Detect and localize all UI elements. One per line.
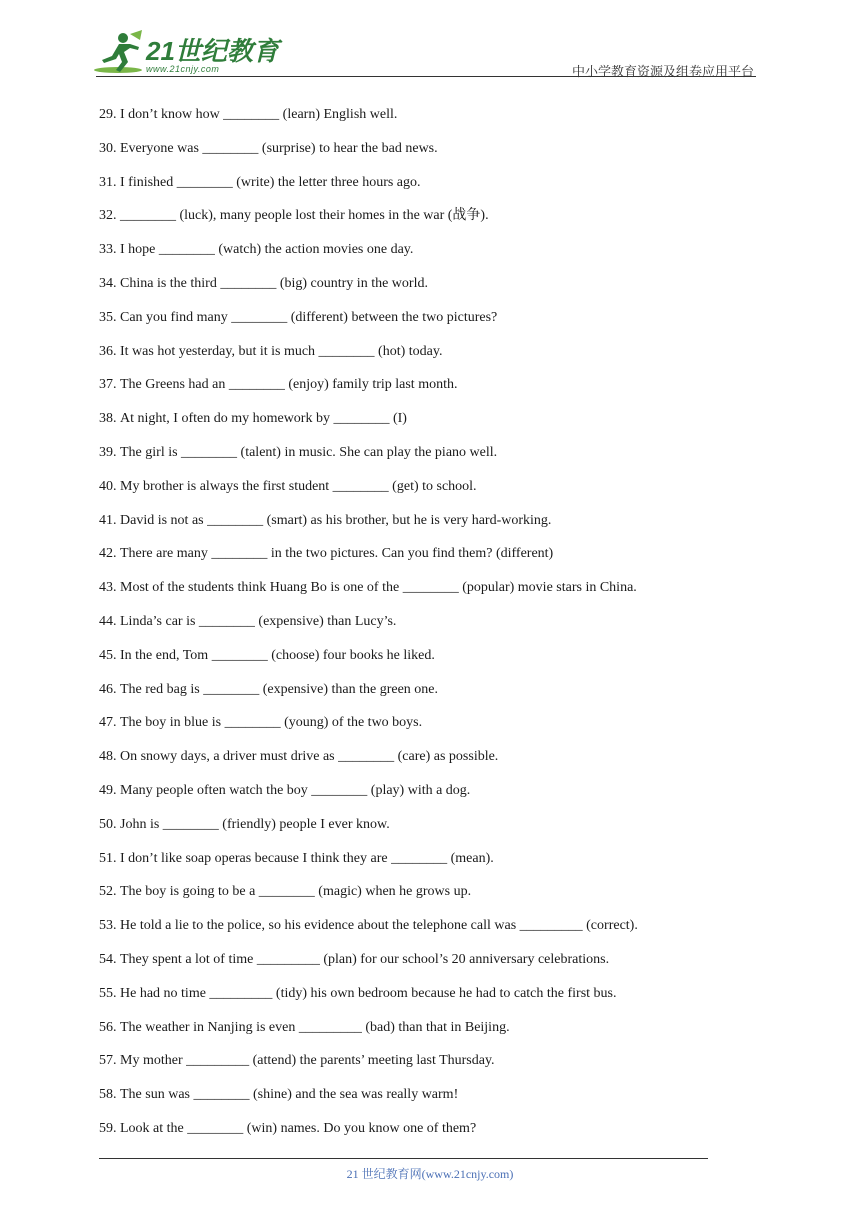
question-text: Everyone was ________ (surprise) to hear the bad news.: [120, 140, 438, 156]
question-item: [99, 510, 739, 544]
question-item: [99, 307, 739, 341]
logo-text: 21世纪教育: [146, 36, 279, 66]
question-number: 43.: [99, 580, 117, 596]
question-item: [99, 543, 739, 577]
question-text: John is ________ (friendly) people I ever know.: [120, 816, 390, 832]
page-header: [0, 0, 860, 80]
question-number: 32.: [99, 208, 117, 224]
question-item: [99, 273, 739, 307]
question-text: He told a lie to the police, so his evidence about the telephone call was _________ (correct).: [120, 918, 638, 934]
question-number: 46.: [99, 681, 117, 697]
header-divider: [96, 76, 756, 77]
question-item: [99, 780, 739, 814]
question-text: The girl is ________ (talent) in music. She can play the piano well.: [120, 444, 498, 460]
question-text: I hope ________ (watch) the action movies one day.: [120, 242, 414, 258]
question-text: They spent a lot of time _________ (plan) for our school’s 20 anniversary celebrations.: [120, 951, 610, 967]
question-text: It was hot yesterday, but it is much ________ (hot) today.: [120, 343, 443, 359]
question-item: [99, 577, 739, 611]
question-item: [99, 848, 739, 882]
question-item: [99, 712, 739, 746]
question-text: Look at the ________ (win) names. Do you know one of them?: [120, 1120, 477, 1136]
question-item: [99, 205, 739, 239]
question-text: The sun was ________ (shine) and the sea was really warm!: [120, 1087, 459, 1103]
question-number: 40.: [99, 478, 117, 494]
question-number: 31.: [99, 174, 117, 190]
question-text: I don’t like soap operas because I think they are ________ (mean).: [120, 850, 494, 866]
question-item: [99, 1050, 739, 1084]
question-text: Many people often watch the boy ________ (play) with a dog.: [120, 782, 471, 798]
question-item: [99, 679, 739, 713]
question-number: 44.: [99, 613, 117, 629]
question-number: 56.: [99, 1019, 117, 1035]
question-number: 48.: [99, 749, 117, 765]
question-text: There are many ________ in the two pictures. Can you find them? (different): [120, 546, 554, 562]
question-item: [99, 611, 739, 645]
question-item: [99, 814, 739, 848]
question-text: David is not as ________ (smart) as his brother, but he is very hard-working.: [120, 512, 552, 528]
question-number: 53.: [99, 918, 117, 934]
question-item: [99, 645, 739, 679]
question-number: 34.: [99, 275, 117, 291]
question-text: In the end, Tom ________ (choose) four books he liked.: [120, 647, 435, 663]
question-number: 36.: [99, 343, 117, 359]
question-item: [99, 949, 739, 983]
question-item: [99, 104, 739, 138]
question-text: Linda’s car is ________ (expensive) than Lucy’s.: [120, 613, 397, 629]
question-number: 33.: [99, 242, 117, 258]
question-list: [99, 104, 739, 1152]
question-number: 29.: [99, 107, 117, 122]
question-item: [99, 881, 739, 915]
question-text: My mother _________ (attend) the parents’ meeting last Thursday.: [120, 1053, 495, 1069]
question-text: He had no time _________ (tidy) his own bedroom because he had to catch the first bus.: [120, 985, 617, 1001]
question-number: 52.: [99, 884, 117, 900]
question-number: 51.: [99, 850, 117, 866]
question-item: [99, 239, 739, 273]
question-number: 50.: [99, 816, 117, 832]
question-number: 59.: [99, 1120, 117, 1136]
question-number: 35.: [99, 309, 117, 325]
question-item: [99, 476, 739, 510]
question-number: 45.: [99, 647, 117, 663]
question-item: [99, 374, 739, 408]
question-number: 39.: [99, 444, 117, 460]
question-text: I finished ________ (write) the letter three hours ago.: [120, 174, 421, 190]
question-number: 57.: [99, 1053, 117, 1069]
question-text: Most of the students think Huang Bo is one of the ________ (popular) movie stars in China.: [120, 580, 637, 596]
question-item: [99, 1118, 739, 1152]
question-text: On snowy days, a driver must drive as ________ (care) as possible.: [120, 749, 499, 765]
question-number: 58.: [99, 1087, 117, 1103]
question-number: 38.: [99, 411, 117, 427]
question-item: [99, 746, 739, 780]
question-text: The Greens had an ________ (enjoy) family trip last month.: [120, 377, 458, 393]
question-text: The boy in blue is ________ (young) of the two boys.: [120, 715, 423, 731]
question-text: China is the third ________ (big) country in the world.: [120, 275, 428, 291]
logo-url: www.21cnjy.com: [146, 64, 220, 74]
question-text: The weather in Nanjing is even _________ (bad) than that in Beijing.: [120, 1019, 510, 1035]
question-number: 30.: [99, 140, 117, 156]
question-item: [99, 915, 739, 949]
question-number: 37.: [99, 377, 117, 393]
question-number: 42.: [99, 546, 117, 562]
question-item: [99, 408, 739, 442]
question-number: 49.: [99, 782, 117, 798]
question-number: 41.: [99, 512, 117, 528]
question-item: [99, 983, 739, 1017]
question-item: [99, 341, 739, 375]
header-tagline: 中小学教育资源及组卷应用平台: [571, 64, 754, 79]
question-item: [99, 1084, 739, 1118]
question-text: The red bag is ________ (expensive) than the green one.: [120, 681, 439, 697]
question-item: [99, 442, 739, 476]
question-item: [99, 1017, 739, 1051]
question-text: ________ (luck), many people lost their homes in the war (战争).: [120, 208, 489, 224]
question-item: [99, 172, 739, 206]
question-text: At night, I often do my homework by ________ (I): [120, 411, 407, 427]
question-number: 47.: [99, 715, 117, 731]
question-number: 54.: [99, 951, 117, 967]
question-text: My brother is always the first student ________ (get) to school.: [120, 478, 477, 494]
footer-divider: [99, 1158, 708, 1159]
question-text: The boy is going to be a ________ (magic) when he grows up.: [120, 884, 472, 900]
question-item: [99, 138, 739, 172]
page-footer: 21 世纪教育网(www.21cnjy.com): [346, 1167, 514, 1181]
question-number: 55.: [99, 985, 117, 1001]
question-text: Can you find many ________ (different) between the two pictures?: [120, 309, 498, 325]
question-text: I don’t know how ________ (learn) English well.: [120, 107, 398, 122]
